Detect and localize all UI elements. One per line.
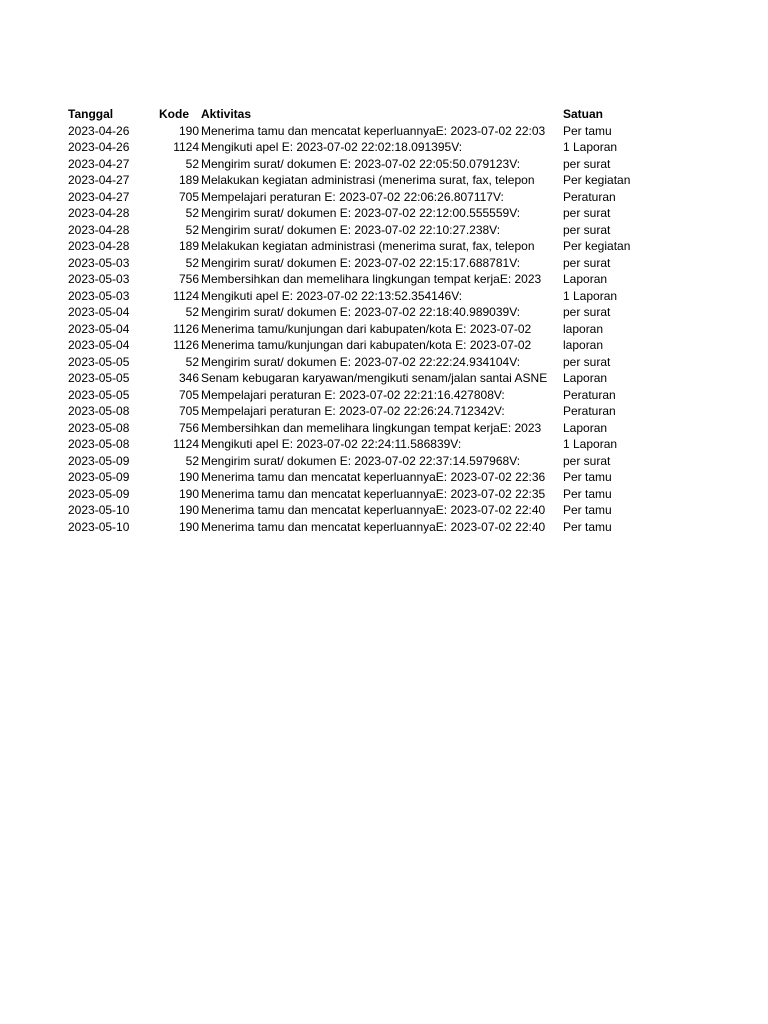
kode-cell: 52	[185, 305, 199, 319]
table-row	[68, 123, 648, 140]
satuan-cell: Peraturan	[563, 189, 616, 204]
tanggal-cell: 2023-04-28	[68, 239, 130, 253]
table-row	[68, 288, 648, 305]
kode-cell: 190	[178, 123, 199, 138]
kode-cell: 52	[185, 354, 199, 369]
aktivitas-cell: Senam kebugaran karyawan/mengikuti senam/jalan santai ASNE	[201, 371, 548, 385]
tanggal-cell: 2023-05-09	[68, 453, 130, 468]
tanggal-cell: 2023-05-09	[68, 486, 130, 501]
aktivitas-cell: Menerima tamu dan mencatat keperluannyaE: 2023-07-02 22:03	[201, 123, 546, 138]
table-row	[68, 469, 648, 486]
tanggal-cell: 2023-04-28	[68, 206, 130, 220]
tanggal-cell: 2023-04-26	[68, 123, 130, 138]
satuan-cell: per surat	[563, 206, 611, 220]
aktivitas-cell: Menerima tamu dan mencatat keperluannyaE: 2023-07-02 22:40	[201, 519, 546, 534]
table-row	[68, 238, 648, 255]
aktivitas-cell: Menerima tamu dan mencatat keperluannyaE: 2023-07-02 22:35	[201, 486, 546, 501]
satuan-cell: Laporan	[563, 420, 608, 435]
kode-cell: 1124	[173, 437, 199, 451]
satuan-cell: Peraturan	[563, 387, 616, 402]
satuan-cell: laporan	[563, 338, 604, 352]
kode-cell: 52	[185, 255, 199, 270]
kode-cell: 346	[178, 371, 199, 385]
satuan-cell: per surat	[563, 354, 611, 369]
table-row	[68, 255, 648, 272]
table-row	[68, 271, 648, 288]
satuan-cell: Per tamu	[563, 486, 612, 501]
satuan-cell: Laporan	[563, 272, 608, 286]
satuan-cell: Per tamu	[563, 503, 612, 517]
kode-cell: 190	[178, 486, 199, 501]
table-row	[68, 304, 648, 321]
satuan-cell: per surat	[563, 453, 611, 468]
table-row	[68, 453, 648, 470]
aktivitas-cell: Mengirim surat/ dokumen E: 2023-07-02 22:12:00.555559V:	[201, 206, 521, 220]
table-row	[68, 321, 648, 338]
kode-cell: 756	[178, 420, 199, 435]
kode-cell: 1124	[173, 140, 199, 154]
kode-cell: 52	[185, 222, 199, 237]
aktivitas-cell: Mengirim surat/ dokumen E: 2023-07-02 22:15:17.688781V:	[201, 255, 521, 270]
tanggal-cell: 2023-04-27	[68, 156, 130, 171]
table-row	[68, 337, 648, 354]
satuan-cell: Per tamu	[563, 123, 612, 138]
kode-cell: 189	[178, 173, 199, 187]
header-aktivitas: Aktivitas	[201, 107, 252, 121]
tanggal-cell: 2023-04-28	[68, 222, 130, 237]
table-row	[68, 156, 648, 173]
table-row	[68, 420, 648, 437]
aktivitas-cell: Menerima tamu/kunjungan dari kabupaten/kota E: 2023-07-02	[201, 321, 532, 336]
table-row	[68, 436, 648, 453]
tanggal-cell: 2023-04-27	[68, 173, 130, 187]
activity-table	[68, 106, 648, 535]
tanggal-cell: 2023-05-03	[68, 272, 130, 286]
aktivitas-cell: Menerima tamu dan mencatat keperluannyaE: 2023-07-02 22:40	[201, 503, 546, 517]
table-row	[68, 502, 648, 519]
satuan-cell: Per kegiatan	[563, 239, 631, 253]
satuan-cell: Per kegiatan	[563, 173, 631, 187]
kode-cell: 1126	[173, 338, 199, 352]
tanggal-cell: 2023-05-03	[68, 288, 130, 303]
kode-cell: 190	[178, 519, 199, 534]
aktivitas-cell: Mempelajari peraturan E: 2023-07-02 22:26:24.712342V:	[201, 404, 505, 418]
aktivitas-cell: Melakukan kegiatan administrasi (menerima surat, fax, telepon	[201, 173, 535, 187]
aktivitas-cell: Mengirim surat/ dokumen E: 2023-07-02 22:18:40.989039V:	[201, 305, 521, 319]
aktivitas-cell: Mengikuti apel E: 2023-07-02 22:24:11.586839V:	[201, 437, 462, 451]
kode-cell: 52	[185, 156, 199, 171]
table-body	[68, 123, 648, 536]
header-tanggal: Tanggal	[68, 107, 114, 121]
aktivitas-cell: Mengirim surat/ dokumen E: 2023-07-02 22:05:50.079123V:	[201, 156, 521, 171]
satuan-cell: Per tamu	[563, 519, 612, 534]
tanggal-cell: 2023-05-10	[68, 503, 130, 517]
kode-cell: 52	[185, 453, 199, 468]
tanggal-cell: 2023-05-04	[68, 305, 130, 319]
tanggal-cell: 2023-05-10	[68, 519, 130, 534]
aktivitas-cell: Menerima tamu dan mencatat keperluannyaE: 2023-07-02 22:36	[201, 470, 546, 484]
kode-cell: 190	[178, 470, 199, 484]
tanggal-cell: 2023-05-09	[68, 470, 130, 484]
kode-cell: 1124	[173, 288, 199, 303]
tanggal-cell: 2023-05-04	[68, 321, 130, 336]
aktivitas-cell: Mengikuti apel E: 2023-07-02 22:02:18.091395V:	[201, 140, 463, 154]
table-row	[68, 486, 648, 503]
satuan-cell: 1 Laporan	[563, 288, 618, 303]
kode-cell: 1126	[173, 321, 199, 336]
tanggal-cell: 2023-04-27	[68, 189, 130, 204]
aktivitas-cell: Mengirim surat/ dokumen E: 2023-07-02 22:10:27.238V:	[201, 222, 501, 237]
table-row	[68, 387, 648, 404]
header-satuan: Satuan	[563, 107, 604, 121]
tanggal-cell: 2023-05-08	[68, 420, 130, 435]
satuan-cell: Per tamu	[563, 470, 612, 484]
kode-cell: 189	[178, 239, 199, 253]
tanggal-cell: 2023-05-08	[68, 404, 130, 418]
aktivitas-cell: Mengirim surat/ dokumen E: 2023-07-02 22:37:14.597968V:	[201, 453, 521, 468]
tanggal-cell: 2023-05-05	[68, 387, 130, 402]
aktivitas-cell: Mempelajari peraturan E: 2023-07-02 22:06:26.807117V:	[201, 189, 504, 204]
table-row	[68, 189, 648, 206]
table-row	[68, 370, 648, 387]
tanggal-cell: 2023-05-03	[68, 255, 130, 270]
aktivitas-cell: Menerima tamu/kunjungan dari kabupaten/kota E: 2023-07-02	[201, 338, 532, 352]
satuan-cell: laporan	[563, 321, 604, 336]
satuan-cell: per surat	[563, 305, 611, 319]
kode-cell: 705	[178, 404, 199, 418]
kode-cell: 756	[178, 272, 199, 286]
aktivitas-cell: Membersihkan dan memelihara lingkungan tempat kerjaE: 2023	[201, 272, 542, 286]
table-row	[68, 172, 648, 189]
satuan-cell: 1 Laporan	[563, 140, 618, 154]
table-header	[68, 106, 648, 123]
aktivitas-cell: Melakukan kegiatan administrasi (menerima surat, fax, telepon	[201, 239, 535, 253]
table-row	[68, 403, 648, 420]
aktivitas-cell: Mempelajari peraturan E: 2023-07-02 22:21:16.427808V:	[201, 387, 505, 402]
kode-cell: 52	[185, 206, 199, 220]
table-row	[68, 139, 648, 156]
aktivitas-cell: Membersihkan dan memelihara lingkungan tempat kerjaE: 2023	[201, 420, 542, 435]
tanggal-cell: 2023-05-08	[68, 437, 130, 451]
aktivitas-cell: Mengikuti apel E: 2023-07-02 22:13:52.354146V:	[201, 288, 463, 303]
satuan-cell: Peraturan	[563, 404, 616, 418]
kode-cell: 705	[178, 387, 199, 402]
kode-cell: 190	[178, 503, 199, 517]
kode-cell: 705	[178, 189, 199, 204]
tanggal-cell: 2023-05-04	[68, 338, 130, 352]
tanggal-cell: 2023-04-26	[68, 140, 130, 154]
table-row	[68, 519, 648, 536]
tanggal-cell: 2023-05-05	[68, 354, 130, 369]
header-kode: Kode	[159, 107, 189, 121]
tanggal-cell: 2023-05-05	[68, 371, 130, 385]
satuan-cell: 1 Laporan	[563, 437, 618, 451]
table-row	[68, 205, 648, 222]
satuan-cell: per surat	[563, 222, 611, 237]
satuan-cell: Laporan	[563, 371, 608, 385]
aktivitas-cell: Mengirim surat/ dokumen E: 2023-07-02 22:22:24.934104V:	[201, 354, 521, 369]
satuan-cell: per surat	[563, 156, 611, 171]
table-row	[68, 354, 648, 371]
table-row	[68, 222, 648, 239]
satuan-cell: per surat	[563, 255, 611, 270]
